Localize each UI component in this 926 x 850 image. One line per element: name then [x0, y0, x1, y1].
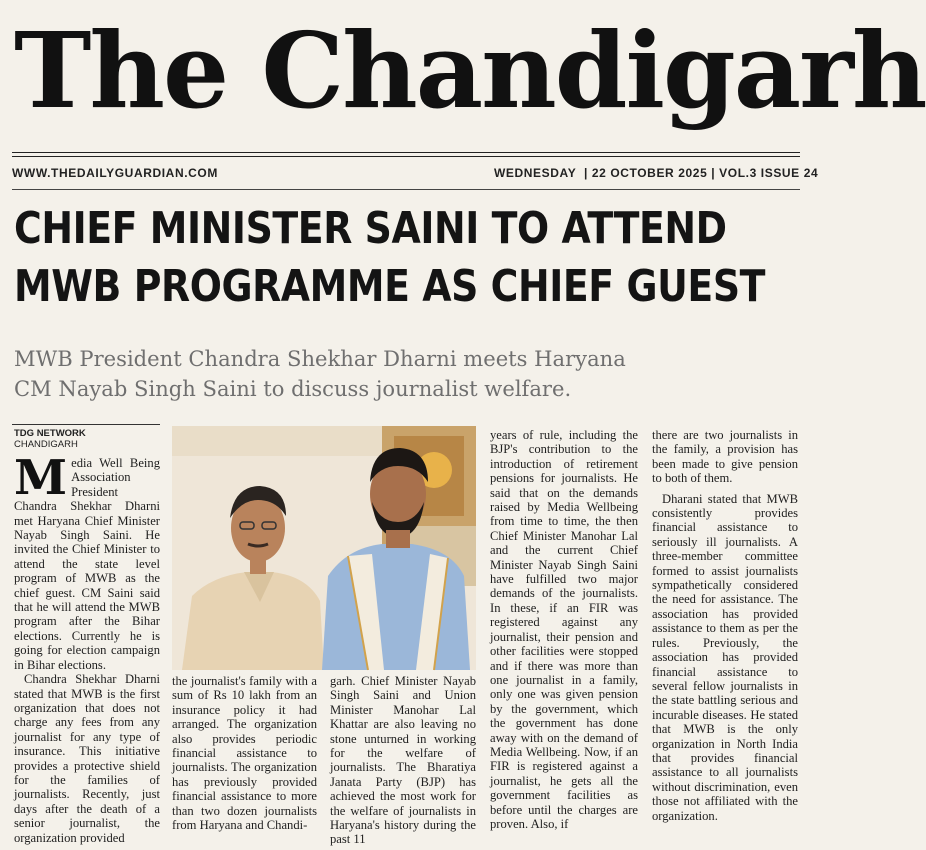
masthead-title: The Chandigarh — [14, 9, 926, 132]
subheadline-line-1: MWB President Chandra Shekhar Dharni meets Haryana — [14, 347, 626, 372]
subheadline — [14, 345, 804, 405]
article-paragraph: Media Well Being Association President Chandra Shekhar Dharni met Haryana Chief Minister Nayab Singh Saini. He invited the Chief Minister to attend the state level program of MWB as the chief guest. CM Saini said that he will attend the MWB program after the Bihar elections. Currently he is going for election campaign in Bihar elections. — [14, 450, 160, 672]
masthead-rule-thin — [12, 156, 800, 157]
headline-line-1: CHIEF MINISTER SAINI TO ATTEND — [14, 203, 727, 254]
headline-line-2: MWB PROGRAMME AS CHIEF GUEST — [14, 261, 766, 312]
byline-rule — [12, 424, 160, 425]
article-column-4 — [490, 428, 638, 831]
article-column-3 — [330, 674, 476, 847]
article-paragraph: Dharani stated that MWB consistently provides financial assistance to seriously ill journalists. A three-member committee formed to assist journalists sympathetically considered the need for assistance. The association has provided assistance to them as per the rules. Previously, the association has provided financial assistance to several fellow journalists in the state battling serious and incurable diseases. He stated that MWB is the only organization in North India that provides financial assistance to all journalists without discrimination, even those not affiliated with the organization. — [652, 491, 798, 823]
byline-network: TDG NETWORK — [14, 428, 86, 439]
drop-cap: M — [14, 450, 68, 506]
photo-ministers-meeting — [172, 426, 476, 670]
article-paragraph: Chandra Shekhar Dharni stated that MWB is the first organization that does not charge any fees from any journalist for any type of insurance. This initiative provides a protective shield for the families of journalists. Recently, just days after the death of a senior journalist, the organization provided — [14, 672, 160, 845]
article-paragraph: there are two journalists in the family, a provision has been made to give pension to both of them. — [652, 428, 798, 486]
article-column-2 — [172, 674, 317, 832]
issue-date: WEDNESDAY | 22 OCTOBER 2025 | VOL.3 ISSUE 24 — [494, 166, 819, 180]
article-column-1 — [14, 450, 160, 845]
dateline-rule — [12, 189, 800, 190]
website-url: WWW.THEDAILYGUARDIAN.COM — [12, 166, 218, 180]
article-paragraph: garh. Chief Minister Nayab Singh Saini and Union Minister Manohar Lal Khattar are also leaving no stone unturned in working for the welfare of journalists. The Bharatiya Janata Party (BJP) has achieved the most work for the welfare of journalists in Haryana's history during the past 11 — [330, 674, 476, 847]
article-paragraph: the journalist's family with a sum of Rs 10 lakh from an insurance policy it had arranged. The organization also provides periodic financial assistance to journalists. The organization has previously provided financial assistance to more than two dozen journalists from Haryana and Chandi- — [172, 674, 317, 833]
headline — [14, 200, 804, 316]
masthead-rule — [12, 152, 800, 153]
dateline — [12, 166, 819, 184]
subheadline-line-2: CM Nayab Singh Saini to discuss journalist welfare. — [14, 377, 572, 402]
byline — [14, 428, 86, 450]
article-column-5 — [652, 428, 798, 823]
news-photo — [172, 426, 476, 670]
article-paragraph: years of rule, including the BJP's contribution to the introduction of retirement pensions for journalists. He said that on the demands raised by Media Wellbeing from time to time, the then Chief Minister Manohar Lal and the current Chief Minister Nayab Singh Saini have fulfilled two major demands of the journalists. In these, if an FIR was registered against any journalist, their pension and other facilities were stopped and if there was more than one journalist in a family, only one was given pension by the government, which the government has done away with on the demand of Media Wellbeing. Now, if an FIR is registered against a journalist, he gets all the government facilities as before until the charges are proven. Also, if — [490, 428, 638, 831]
byline-location: CHANDIGARH — [14, 439, 78, 450]
